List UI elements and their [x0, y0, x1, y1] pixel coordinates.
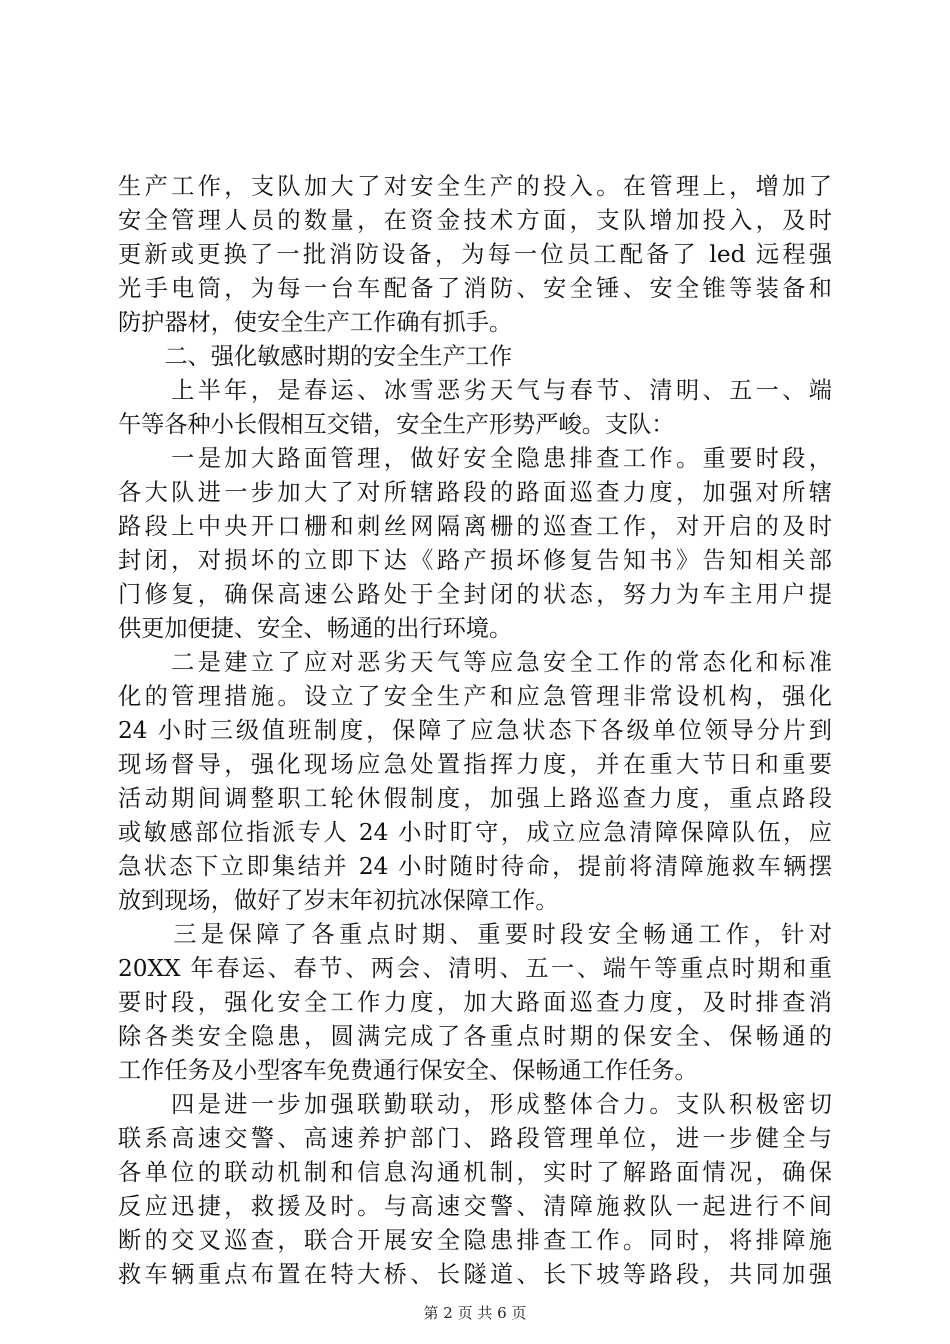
text-line: 或敏感部位指派专人 24 小时盯守，成立应急清障保障队伍，应 — [118, 819, 832, 846]
text-line: 各单位的联动机制和信息沟通机制，实时了解路面情况，确保 — [118, 1159, 832, 1186]
text-line: 防护器材，使安全生产工作确有抓手。 — [118, 309, 513, 336]
page-number-footer: 第 2 页 共 6 页 — [423, 1304, 527, 1322]
text-line: 午等各种小长假相互交错，安全生产形势严峻。支队： — [118, 411, 675, 438]
text-line: 工作任务及小型客车免费通行保安全、保畅通工作任务。 — [118, 1057, 698, 1084]
text-line: 一是加大路面管理，做好安全隐患排查工作。重要时段， — [118, 445, 832, 472]
text-line: 放到现场，做好了岁末年初抗冰保障工作。 — [118, 887, 559, 914]
text-line: 路段上中央开口栅和刺丝网隔离栅的巡查工作，对开启的及时 — [118, 513, 832, 540]
text-line: 除各类安全隐患，圆满完成了各重点时期的保安全、保畅通的 — [118, 1023, 832, 1050]
text-line: 三是保障了各重点时期、重要时段安全畅通工作，针对 — [118, 921, 832, 948]
text-line: 断的交叉巡查，联合开展安全隐患排查工作。同时，将排障施 — [118, 1227, 832, 1254]
text-line: 24 小时三级值班制度，保障了应急状态下各级单位领导分片到 — [118, 717, 832, 744]
text-line: 封闭，对损坏的立即下达《路产损坏修复告知书》告知相关部 — [118, 547, 832, 574]
text-line: 要时段，强化安全工作力度，加大路面巡查力度，及时排查消 — [118, 989, 832, 1016]
text-line: 更新或更换了一批消防设备，为每一位员工配备了 led 远程强 — [118, 241, 832, 268]
text-line: 四是进一步加强联勤联动，形成整体合力。支队积极密切 — [118, 1091, 832, 1118]
text-line: 生产工作，支队加大了对安全生产的投入。在管理上，增加了 — [118, 173, 832, 200]
text-line: 20XX 年春运、春节、两会、清明、五一、端午等重点时期和重 — [118, 955, 832, 982]
text-line: 活动期间调整职工轮休假制度，加强上路巡查力度，重点路段 — [118, 785, 832, 812]
text-line: 门修复，确保高速公路处于全封闭的状态，努力为车主用户提 — [118, 581, 832, 608]
text-line: 化的管理措施。设立了安全生产和应急管理非常设机构，强化 — [118, 683, 832, 710]
text-line: 反应迅捷，救援及时。与高速交警、清障施救队一起进行不间 — [118, 1193, 832, 1220]
text-line: 现场督导，强化现场应急处置指挥力度，并在重大节日和重要 — [118, 751, 832, 778]
text-line: 联系高速交警、高速养护部门、路段管理单位，进一步健全与 — [118, 1125, 832, 1152]
document-body — [118, 170, 832, 1292]
text-line: 急状态下立即集结并 24 小时随时待命，提前将清障施救车辆摆 — [118, 853, 832, 880]
text-line: 二是建立了应对恶劣天气等应急安全工作的常态化和标准 — [118, 649, 832, 676]
text-line: 上半年，是春运、冰雪恶劣天气与春节、清明、五一、端 — [118, 377, 832, 404]
section-heading: 二、强化敏感时期的安全生产工作 — [118, 343, 513, 370]
text-line: 光手电筒，为每一台车配备了消防、安全锤、安全锥等装备和 — [118, 275, 832, 302]
text-line: 安全管理人员的数量，在资金技术方面，支队增加投入，及时 — [118, 207, 832, 234]
text-line: 各大队进一步加大了对所辖路段的路面巡查力度，加强对所辖 — [118, 479, 832, 506]
text-line: 救车辆重点布置在特大桥、长隧道、长下坡等路段，共同加强 — [118, 1261, 832, 1288]
text-line: 供更加便捷、安全、畅通的出行环境。 — [118, 615, 513, 642]
